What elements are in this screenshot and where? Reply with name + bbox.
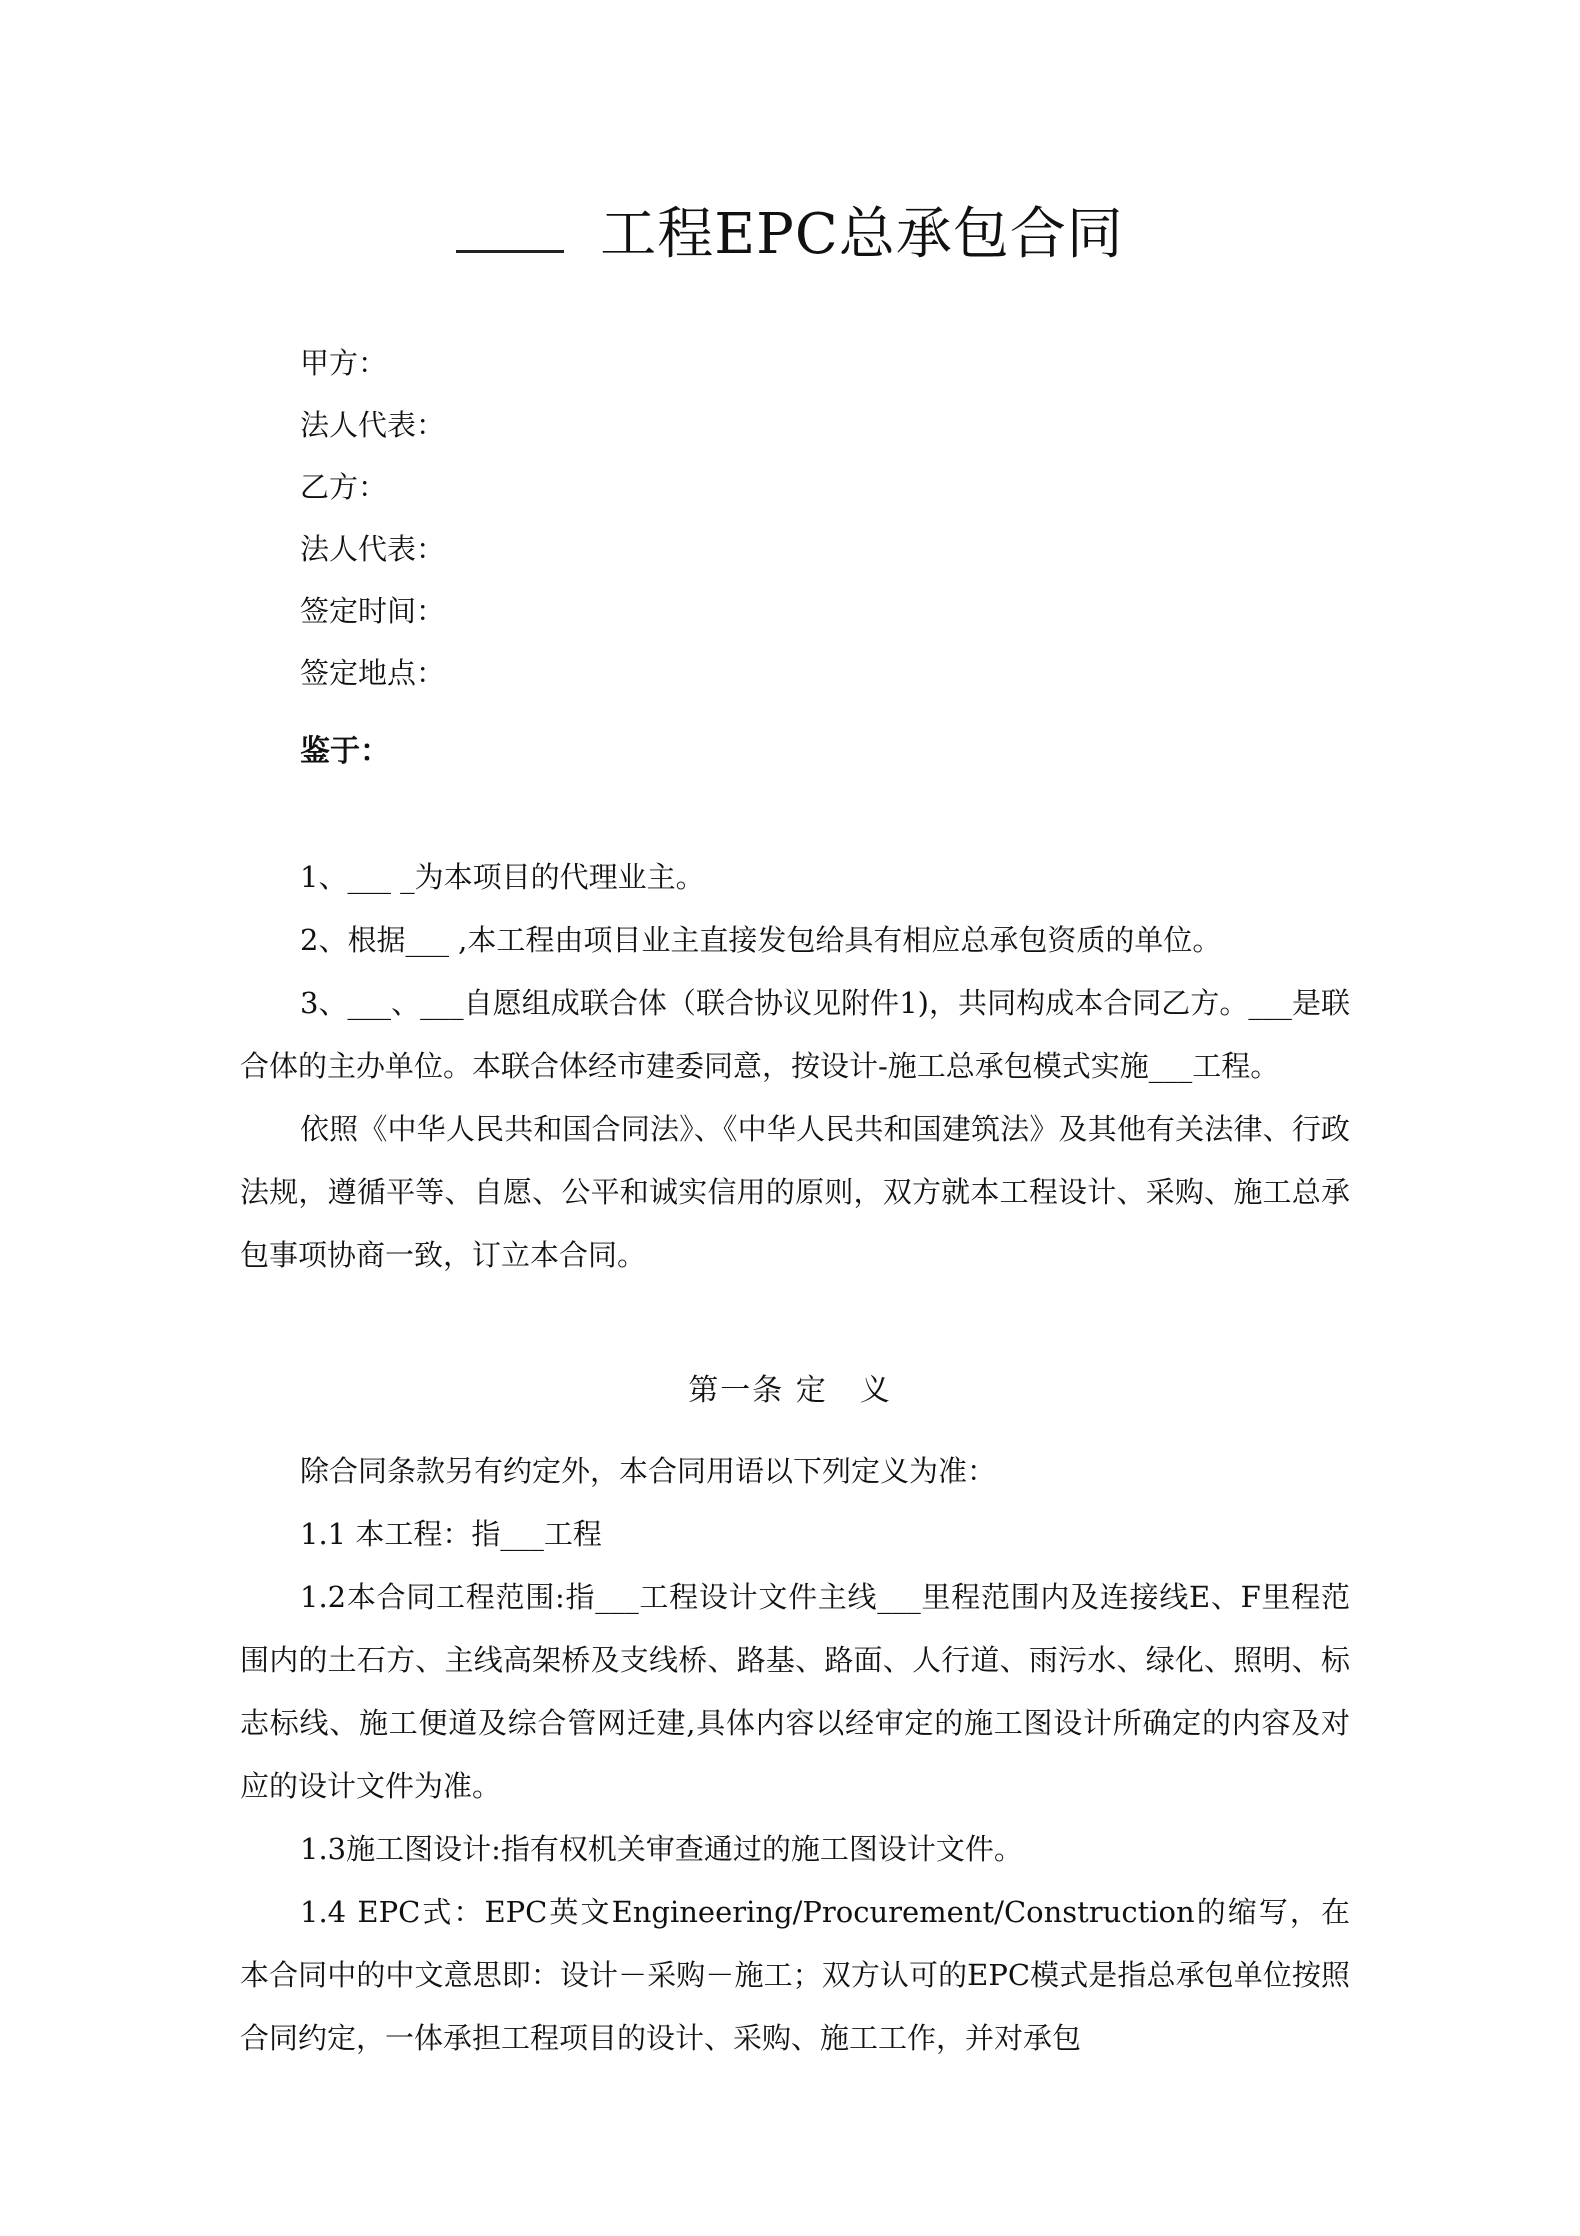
title-blank-line (456, 246, 564, 253)
definition-1-3: 1.3施工图设计:指有权机关审查通过的施工图设计文件。 (300, 1832, 1023, 1866)
parties-block (300, 332, 445, 704)
definition-1-4: 1.4 EPC式：EPC英文Engineering/Procurement/Construction的缩写，在本合同中的中文意思即：设计－采购－施工；双方认可的EPC模式是指总承包单位按照合同约定，一体承担工程项目的设计、采购、施工工作，并对承包 (240, 1895, 1350, 2055)
sign-time-label: 签定时间： (300, 594, 446, 628)
recital-3: 3、___、___自愿组成联合体（联合协议见附件1)，共同构成本合同乙方。___是联合体的主办单位。本联合体经市建委同意，按设计-施工总承包模式实施___工程。 (240, 986, 1350, 1083)
party-a-label: 甲方： (300, 346, 388, 380)
recitals (240, 846, 1350, 1287)
sign-place-label: 签定地点： (300, 656, 446, 690)
article-1-body (240, 1440, 1350, 2070)
definition-1-1: 1.1 本工程：指___工程 (300, 1517, 602, 1551)
party-b-label: 乙方： (300, 470, 388, 504)
recital-basis: 依照《中华人民共和国合同法》、《中华人民共和国建筑法》及其他有关法律、行政法规，遵循平等、自愿、公平和诚实信用的原则，双方就本工程设计、采购、施工总承包事项协商一致，订立本合同。 (240, 1112, 1350, 1272)
article-1-intro: 除合同条款另有约定外，本合同用语以下列定义为准： (300, 1454, 997, 1488)
recital-1: 1、___ _为本项目的代理业主。 (300, 860, 705, 894)
whereas-heading: 鉴于： (300, 734, 390, 769)
legal-rep-b-label: 法人代表： (300, 532, 446, 566)
document-title (0, 190, 1580, 270)
article-1-heading: 第一条 定 义 (688, 1373, 892, 1408)
recital-2: 2、根据___ ,本工程由项目业主直接发包给具有相应总承包资质的单位。 (300, 923, 1222, 957)
title-text: 工程EPC总承包合同 (600, 202, 1124, 267)
definition-1-2: 1.2本合同工程范围:指___工程设计文件主线___里程范围内及连接线E、F里程范围内的土石方、主线高架桥及支线桥、路基、路面、人行道、雨污水、绿化、照明、标志标线、施工便道及综合管网迁建,具体内容以经审定的施工图设计所确定的内容及对应的设计文件为准。 (240, 1580, 1350, 1803)
legal-rep-a-label: 法人代表： (300, 408, 446, 442)
